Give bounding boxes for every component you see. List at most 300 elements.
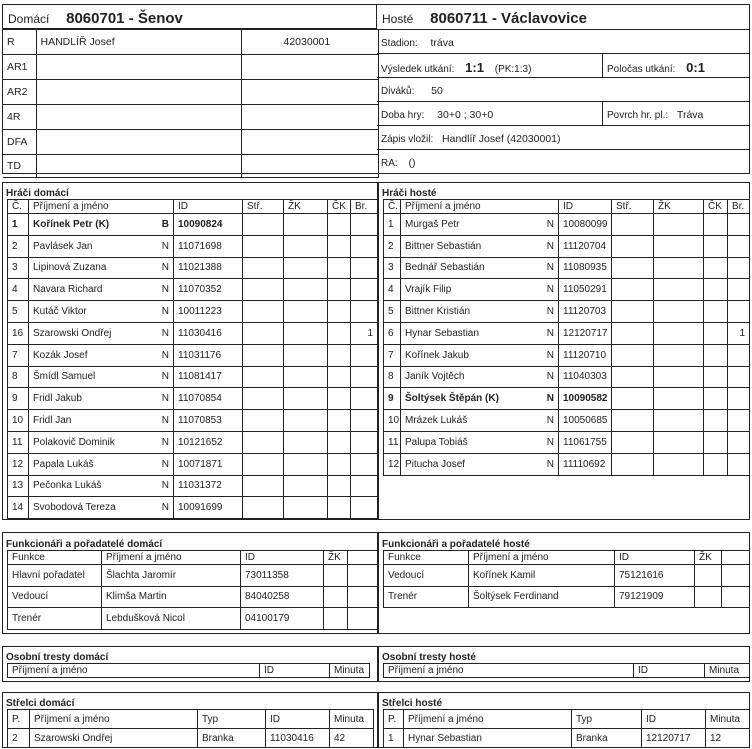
player-position: N	[537, 431, 559, 453]
player-number: 16	[8, 322, 29, 344]
player-yellow-card-cell	[284, 453, 328, 475]
away-scorers-title: Střelci hosté	[382, 698, 443, 709]
col-minute: Minuta	[705, 664, 750, 678]
functionary-name: Šoltýsek Ferdinand	[469, 586, 615, 608]
col-type: Typ	[572, 710, 642, 729]
official-name: HANDLÍŘ Josef	[36, 30, 241, 55]
col-number: Č.	[8, 200, 29, 214]
result-value: 1:1	[465, 60, 484, 75]
functionary-yellow-card-cell	[695, 586, 722, 608]
col-id: ID	[634, 664, 705, 678]
player-id: 10090824	[174, 214, 243, 236]
player-goals-scored	[728, 453, 750, 475]
functionary-yellow-card-cell	[695, 565, 722, 587]
surface-row	[603, 102, 749, 126]
player-red-card-cell	[704, 214, 728, 236]
player-red-card-cell	[704, 388, 728, 410]
col-id: ID	[615, 551, 695, 565]
player-red-card-cell	[704, 301, 728, 323]
player-id: 11110692	[559, 453, 612, 475]
official-role: DFA	[3, 130, 36, 155]
col-name: Příjmení a jméno	[102, 551, 241, 565]
player-id: 11120704	[559, 235, 612, 257]
player-red-card-cell	[704, 279, 728, 301]
player-number: 7	[384, 344, 401, 366]
player-goals-cell	[243, 366, 284, 388]
official-name	[36, 105, 241, 130]
player-goals-cell	[243, 453, 284, 475]
player-id: 11031372	[174, 475, 243, 497]
player-goals-cell	[612, 410, 654, 432]
player-position: N	[154, 301, 174, 323]
player-red-card-cell	[328, 410, 351, 432]
player-number: 2	[384, 235, 401, 257]
official-row	[3, 30, 378, 55]
functionary-name: Šlachta Jaromír	[102, 565, 241, 587]
player-position: N	[537, 388, 559, 410]
player-id: 11071698	[174, 235, 243, 257]
player-number: 4	[384, 279, 401, 301]
home-penalties-panel	[2, 646, 378, 682]
players-header-row	[384, 200, 750, 214]
player-id: 10011223	[174, 301, 243, 323]
player-row	[384, 431, 750, 453]
player-position: N	[537, 214, 559, 236]
player-row	[384, 366, 750, 388]
scorer-type: Branka	[572, 729, 642, 748]
player-goals-cell	[612, 388, 654, 410]
player-yellow-card-cell	[654, 366, 704, 388]
official-row	[3, 55, 378, 80]
player-name: Lipinová Zuzana	[29, 257, 154, 279]
player-yellow-card-cell	[654, 279, 704, 301]
player-row	[384, 410, 750, 432]
functionary-row	[8, 586, 378, 608]
player-row	[8, 214, 378, 236]
player-position: N	[154, 257, 174, 279]
official-id: 42030001	[241, 30, 378, 55]
official-role: 4R	[3, 105, 36, 130]
duration-value: 30+0 ; 30+0	[437, 109, 494, 121]
player-yellow-card-cell	[654, 257, 704, 279]
halftime-label: Poločas utkání:	[607, 64, 676, 75]
player-yellow-card-cell	[654, 388, 704, 410]
player-goals-scored	[728, 366, 750, 388]
player-row	[8, 257, 378, 279]
player-row	[8, 279, 378, 301]
official-id	[241, 80, 378, 105]
player-number: 11	[8, 431, 29, 453]
player-position: N	[537, 235, 559, 257]
official-row	[3, 155, 378, 178]
player-name: Vrajík Filip	[401, 279, 537, 301]
player-goals-scored	[351, 301, 378, 323]
col-name: Příjmení a jméno	[29, 200, 174, 214]
player-red-card-cell	[704, 322, 728, 344]
away-scorers-panel	[378, 692, 750, 748]
stadium-value: tráva	[430, 37, 454, 49]
player-red-card-cell	[704, 257, 728, 279]
player-goals-scored	[351, 497, 378, 519]
players-header-row	[8, 200, 378, 214]
home-penalties-table	[7, 663, 370, 678]
col-goals-scored: Br.	[728, 200, 750, 214]
player-red-card-cell	[328, 388, 351, 410]
spectators-row	[377, 78, 749, 102]
player-name: Polakovič Dominik	[29, 431, 154, 453]
player-goals-cell	[612, 257, 654, 279]
player-name: Mrázek Lukáš	[401, 410, 537, 432]
player-name: Szarowski Ondřej	[29, 322, 154, 344]
player-id: 11050291	[559, 279, 612, 301]
player-row	[8, 475, 378, 497]
player-number: 9	[384, 388, 401, 410]
player-position: N	[154, 322, 174, 344]
player-red-card-cell	[328, 453, 351, 475]
col-name: Příjmení a jméno	[469, 551, 615, 565]
scorer-period: 1	[384, 729, 404, 748]
player-id: 11040303	[559, 366, 612, 388]
scorer-type: Branka	[198, 729, 266, 748]
player-red-card-cell	[704, 235, 728, 257]
player-name: Pitucha Josef	[401, 453, 537, 475]
player-number: 5	[384, 301, 401, 323]
away-team-name: 8060711 - Václavovice	[430, 10, 587, 27]
player-row	[8, 410, 378, 432]
player-goals-scored	[351, 388, 378, 410]
ra-value: ()	[408, 157, 416, 169]
player-position: N	[537, 257, 559, 279]
away-players-table	[383, 199, 750, 476]
functionary-id: 73011358	[241, 565, 324, 587]
col-id: ID	[241, 551, 324, 565]
player-row	[8, 388, 378, 410]
col-yellow-card: ŽK	[284, 200, 328, 214]
player-goals-cell	[612, 235, 654, 257]
player-id: 11070352	[174, 279, 243, 301]
home-team-name: 8060701 - Šenov	[66, 10, 183, 27]
player-number: 6	[384, 322, 401, 344]
player-goals-cell	[612, 279, 654, 301]
away-players-panel	[378, 182, 750, 520]
player-goals-scored	[351, 214, 378, 236]
scorer-row	[384, 729, 750, 748]
player-number: 10	[8, 410, 29, 432]
functionary-id: 04100179	[241, 608, 324, 630]
player-goals-scored	[351, 235, 378, 257]
player-yellow-card-cell	[284, 301, 328, 323]
player-position: N	[154, 344, 174, 366]
functionary-row	[384, 565, 750, 587]
player-position: N	[154, 388, 174, 410]
scorer-name: Hynar Sebastian	[404, 729, 572, 748]
player-goals-scored	[728, 344, 750, 366]
away-penalties-panel	[378, 646, 750, 682]
player-row	[384, 279, 750, 301]
player-position: N	[154, 453, 174, 475]
recorded-row	[377, 126, 749, 150]
col-name: Příjmení a jméno	[30, 710, 198, 729]
functionary-row	[8, 608, 378, 630]
functionary-role: Vedoucí	[8, 586, 102, 608]
col-name: Příjmení a jméno	[404, 710, 572, 729]
functionary-role: Vedoucí	[384, 565, 469, 587]
player-yellow-card-cell	[284, 322, 328, 344]
player-id: 11070854	[174, 388, 243, 410]
functionary-empty-cell	[348, 608, 378, 630]
player-goals-cell	[243, 497, 284, 519]
player-position: N	[154, 366, 174, 388]
functionary-name: Kořínek Kamil	[469, 565, 615, 587]
player-number: 3	[384, 257, 401, 279]
scorer-period: 2	[8, 729, 30, 748]
player-goals-cell	[243, 322, 284, 344]
player-red-card-cell	[328, 301, 351, 323]
ra-row	[377, 150, 749, 174]
functionaries-header-row	[384, 551, 750, 565]
player-position: N	[154, 475, 174, 497]
functionary-id: 75121616	[615, 565, 695, 587]
player-id: 11030416	[174, 322, 243, 344]
player-id: 11061755	[559, 431, 612, 453]
functionary-yellow-card-cell	[324, 565, 348, 587]
scorer-minute: 42	[330, 729, 374, 748]
player-goals-scored	[728, 279, 750, 301]
player-position: N	[537, 366, 559, 388]
scorers-header-row	[8, 710, 374, 729]
official-row	[3, 80, 378, 105]
official-id	[241, 155, 378, 178]
player-number: 3	[8, 257, 29, 279]
functionary-role: Trenér	[384, 586, 469, 608]
halftime-value: 0:1	[686, 60, 705, 75]
away-scorers-table	[383, 709, 750, 748]
player-yellow-card-cell	[284, 235, 328, 257]
player-goals-scored	[728, 301, 750, 323]
player-yellow-card-cell	[654, 322, 704, 344]
stadium-row	[377, 30, 749, 54]
spectators-value: 50	[431, 85, 443, 97]
home-players-panel	[2, 182, 378, 520]
col-id: ID	[642, 710, 706, 729]
home-team-header	[3, 5, 377, 29]
player-goals-cell	[243, 410, 284, 432]
player-position: B	[154, 214, 174, 236]
player-yellow-card-cell	[654, 235, 704, 257]
home-players-table	[7, 199, 378, 519]
player-number: 9	[8, 388, 29, 410]
home-penalties-title: Osobní tresty domácí	[6, 652, 109, 663]
player-id: 11021388	[174, 257, 243, 279]
player-goals-cell	[243, 388, 284, 410]
player-row	[384, 301, 750, 323]
player-goals-cell	[243, 301, 284, 323]
player-id: 10121652	[174, 431, 243, 453]
player-yellow-card-cell	[284, 475, 328, 497]
player-id: 10080099	[559, 214, 612, 236]
player-number: 14	[8, 497, 29, 519]
player-goals-scored	[728, 410, 750, 432]
player-red-card-cell	[328, 475, 351, 497]
functionary-empty-cell	[348, 565, 378, 587]
player-position: N	[154, 279, 174, 301]
home-scorers-table	[7, 709, 374, 748]
col-name: Příjmení a jméno	[384, 664, 634, 678]
home-scorers-title: Střelci domácí	[6, 698, 75, 709]
player-number: 2	[8, 235, 29, 257]
col-minute: Minuta	[330, 664, 370, 678]
ra-label: RA:	[381, 158, 398, 169]
player-goals-scored	[728, 257, 750, 279]
player-goals-scored	[351, 431, 378, 453]
col-name: Příjmení a jméno	[401, 200, 559, 214]
player-goals-cell	[243, 214, 284, 236]
functionary-name: Lebdušková Nicol	[102, 608, 241, 630]
player-goals-cell	[612, 344, 654, 366]
home-functionaries-table	[7, 550, 378, 630]
player-id: 10090582	[559, 388, 612, 410]
duration-label: Doba hry:	[381, 110, 425, 121]
player-yellow-card-cell	[654, 410, 704, 432]
player-yellow-card-cell	[284, 388, 328, 410]
player-name: Fridl Jakub	[29, 388, 154, 410]
away-functionaries-table	[383, 550, 750, 608]
col-number: Č.	[384, 200, 401, 214]
surface-value: Tráva	[676, 109, 704, 121]
col-goals: Stř.	[243, 200, 284, 214]
player-row	[384, 235, 750, 257]
player-name: Palupa Tobiáš	[401, 431, 537, 453]
away-functionaries-panel	[378, 532, 750, 634]
functionary-empty-cell	[722, 586, 750, 608]
scorer-id: 12120717	[642, 729, 706, 748]
functionary-role: Hlavní pořadatel	[8, 565, 102, 587]
official-id	[241, 130, 378, 155]
player-goals-scored: 1	[351, 322, 378, 344]
away-label: Hosté	[382, 12, 414, 26]
functionary-id: 84040258	[241, 586, 324, 608]
player-position: N	[537, 410, 559, 432]
scorer-row	[8, 729, 374, 748]
player-id: 11120703	[559, 301, 612, 323]
player-yellow-card-cell	[284, 344, 328, 366]
player-goals-scored: 1	[728, 322, 750, 344]
player-goals-cell	[612, 214, 654, 236]
player-position: N	[537, 453, 559, 475]
functionary-empty-cell	[722, 565, 750, 587]
result-row	[377, 54, 603, 78]
home-players-title: Hráči domácí	[6, 188, 69, 199]
col-empty	[348, 551, 378, 565]
home-scorers-panel	[2, 692, 378, 748]
player-row	[8, 431, 378, 453]
player-id: 10091699	[174, 497, 243, 519]
player-id: 10050685	[559, 410, 612, 432]
official-role: R	[3, 30, 36, 55]
official-id	[241, 105, 378, 130]
player-row	[384, 388, 750, 410]
col-id: ID	[559, 200, 612, 214]
player-goals-cell	[243, 475, 284, 497]
player-name: Janík Vojtěch	[401, 366, 537, 388]
player-id: 11070853	[174, 410, 243, 432]
player-yellow-card-cell	[284, 410, 328, 432]
col-role: Funkce	[384, 551, 469, 565]
away-penalties-title: Osobní tresty hosté	[382, 652, 476, 663]
col-red-card: ČK	[328, 200, 351, 214]
home-label: Domácí	[8, 12, 50, 26]
player-goals-scored	[351, 410, 378, 432]
player-goals-cell	[243, 279, 284, 301]
player-name: Kořínek Jakub	[401, 344, 537, 366]
official-id	[241, 55, 378, 80]
player-row	[8, 322, 378, 344]
functionary-yellow-card-cell	[324, 586, 348, 608]
player-name: Šoltýsek Štěpán (K)	[401, 388, 537, 410]
player-goals-scored	[351, 475, 378, 497]
official-name	[36, 155, 241, 178]
player-id: 11081417	[174, 366, 243, 388]
player-name: Bednář Sebastián	[401, 257, 537, 279]
player-id: 11080935	[559, 257, 612, 279]
col-red-card: ČK	[704, 200, 728, 214]
player-name: Kořínek Petr (K)	[29, 214, 154, 236]
player-row	[384, 214, 750, 236]
player-number: 8	[384, 366, 401, 388]
col-role: Funkce	[8, 551, 102, 565]
away-players-title: Hráči hosté	[382, 188, 437, 199]
player-yellow-card-cell	[284, 497, 328, 519]
player-name: Bittner Kristián	[401, 301, 537, 323]
player-yellow-card-cell	[654, 453, 704, 475]
player-number: 13	[8, 475, 29, 497]
player-name: Navara Richard	[29, 279, 154, 301]
official-role: AR2	[3, 80, 36, 105]
scorer-name: Szarowski Ondřej	[30, 729, 198, 748]
functionaries-header-row	[8, 551, 378, 565]
player-yellow-card-cell	[654, 214, 704, 236]
player-red-card-cell	[328, 257, 351, 279]
scorers-header-row	[384, 710, 750, 729]
player-red-card-cell	[704, 366, 728, 388]
header-block	[2, 4, 750, 174]
player-name: Pavlásek Jan	[29, 235, 154, 257]
official-name	[36, 55, 241, 80]
player-row	[8, 235, 378, 257]
result-label: Výsledek utkání:	[381, 64, 455, 75]
official-name	[36, 80, 241, 105]
officials-table	[3, 29, 379, 178]
player-id: 11120710	[559, 344, 612, 366]
spectators-label: Diváků:	[381, 86, 415, 97]
player-yellow-card-cell	[654, 344, 704, 366]
recorded-value: Handlíř Josef (42030001)	[442, 133, 561, 145]
player-name: Kozák Josef	[29, 344, 154, 366]
player-goals-scored	[351, 279, 378, 301]
col-name: Příjmení a jméno	[8, 664, 260, 678]
surface-label: Povrch hr. pl.:	[607, 110, 669, 121]
col-yellow-card: ŽK	[654, 200, 704, 214]
player-yellow-card-cell	[284, 431, 328, 453]
player-goals-scored	[351, 453, 378, 475]
col-empty	[722, 551, 750, 565]
functionary-yellow-card-cell	[324, 608, 348, 630]
home-functionaries-panel	[2, 532, 378, 634]
player-goals-scored	[728, 431, 750, 453]
player-name: Šmídl Samuel	[29, 366, 154, 388]
player-number: 11	[384, 431, 401, 453]
away-penalties-table	[383, 663, 750, 678]
